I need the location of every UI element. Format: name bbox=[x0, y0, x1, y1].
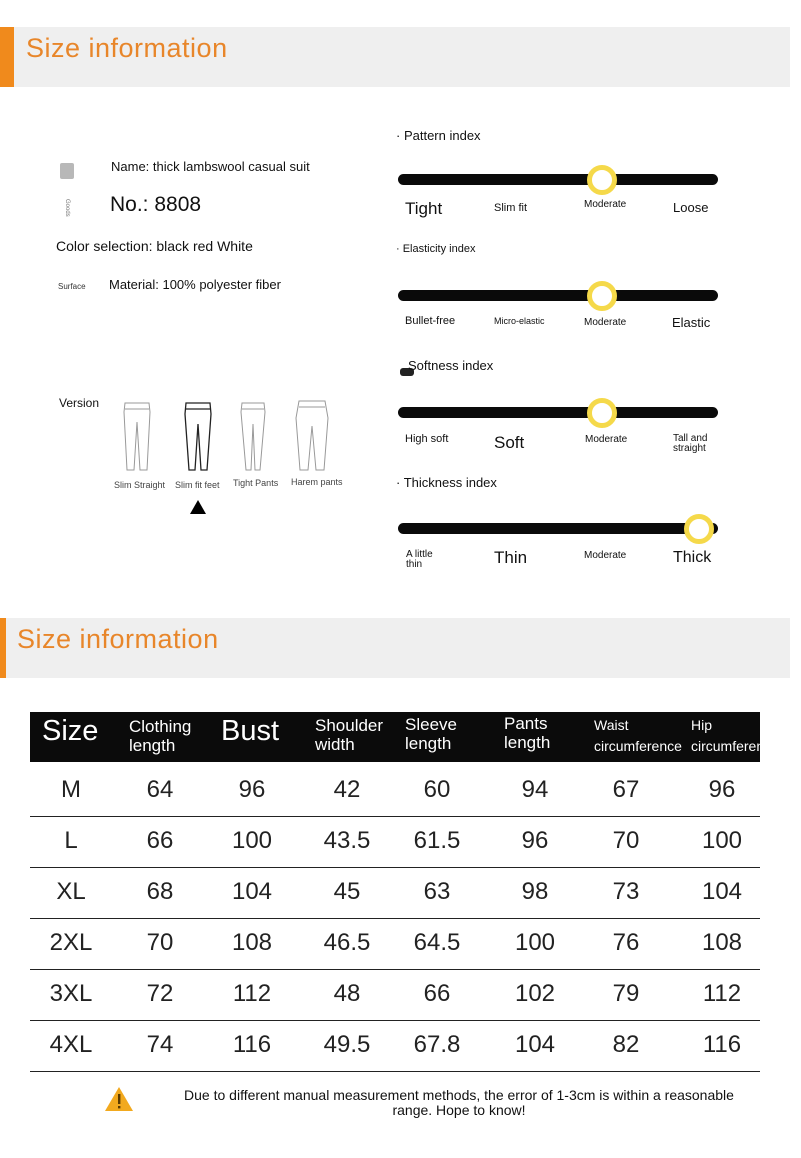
middle-banner bbox=[0, 618, 790, 678]
measurement-cell: 102 bbox=[514, 980, 556, 1007]
measurement-cell: 46.5 bbox=[323, 929, 371, 956]
measurement-cell: 104 bbox=[514, 1031, 556, 1058]
elasticity-option-1: Bullet-free bbox=[405, 315, 456, 327]
elasticity-option-3: Moderate bbox=[584, 317, 627, 328]
measurement-cell: 108 bbox=[701, 929, 743, 956]
version-option-3: Tight Pants bbox=[233, 478, 279, 488]
banner-title: Size information bbox=[17, 624, 219, 654]
version-option-2: Slim fit feet bbox=[175, 480, 220, 490]
measurement-cell: 96 bbox=[708, 776, 736, 803]
elasticity-index-title: · Elasticity index bbox=[396, 243, 476, 255]
version-option-1: Slim Straight bbox=[114, 480, 166, 490]
product-material: Material: 100% polyester fiber bbox=[109, 277, 281, 292]
measurement-cell: 100 bbox=[231, 827, 273, 854]
size-cell: M bbox=[61, 776, 81, 803]
banner-accent bbox=[0, 618, 6, 678]
version-option-4: Harem pants bbox=[291, 477, 343, 487]
header-bust: Bust bbox=[221, 715, 280, 747]
product-thumb-icon bbox=[60, 163, 74, 179]
thickness-option-3: Moderate bbox=[584, 550, 627, 561]
thickness-option-1: A little thin bbox=[406, 549, 433, 570]
softness-option-4: Tall and straight bbox=[673, 433, 708, 454]
measurement-cell: 116 bbox=[232, 1031, 272, 1058]
measurement-cell: 104 bbox=[701, 878, 743, 905]
table-row bbox=[30, 868, 760, 919]
measurement-cell: 96 bbox=[238, 776, 266, 803]
table-row bbox=[30, 919, 760, 970]
pattern-option-1: Tight bbox=[405, 199, 443, 218]
softness-option-1: High soft bbox=[405, 433, 449, 445]
header-hip-circumference: Hip circumference bbox=[691, 717, 779, 754]
size-cell: 2XL bbox=[49, 929, 93, 956]
size-cell: XL bbox=[56, 878, 86, 905]
measurement-cell: 74 bbox=[146, 1031, 174, 1058]
note-line-2: range. Hope to know! bbox=[392, 1102, 526, 1118]
pants-slim-straight-icon bbox=[122, 402, 152, 472]
thickness-index-track bbox=[398, 523, 718, 534]
pattern-option-3: Moderate bbox=[584, 199, 627, 210]
size-cell: 3XL bbox=[49, 980, 93, 1007]
header-pants-length: Pants length bbox=[504, 714, 551, 752]
pants-slim-fit-feet-icon bbox=[183, 402, 213, 472]
header-sleeve-length: Sleeve length bbox=[405, 715, 457, 753]
surface-tag: Surface bbox=[58, 282, 86, 291]
thickness-index-title: · Thickness index bbox=[396, 475, 497, 490]
measurement-cell: 70 bbox=[612, 827, 640, 854]
pants-harem-icon bbox=[295, 400, 329, 472]
elasticity-index-knob bbox=[587, 281, 617, 311]
measurement-cell: 42 bbox=[333, 776, 361, 803]
softness-index-title: Softness index bbox=[408, 358, 494, 373]
softness-option-3: Moderate bbox=[585, 434, 628, 445]
note-line-1: Due to different manual measurement methods, the error of 1-3cm is within a reasonable bbox=[184, 1087, 734, 1103]
banner-accent bbox=[0, 27, 14, 87]
measurement-cell: 45 bbox=[333, 878, 361, 905]
size-cell: L bbox=[64, 827, 78, 854]
elasticity-option-2: Micro-elastic bbox=[494, 316, 545, 326]
measurement-cell: 94 bbox=[521, 776, 549, 803]
banner-title: Size information bbox=[26, 33, 228, 63]
measurement-cell: 96 bbox=[521, 827, 549, 854]
measurement-cell: 68 bbox=[146, 878, 174, 905]
thickness-option-4: Thick bbox=[673, 549, 712, 566]
measurement-cell: 66 bbox=[423, 980, 451, 1007]
measurement-cell: 112 bbox=[702, 980, 742, 1007]
measurement-cell: 104 bbox=[231, 878, 273, 905]
measurement-note bbox=[136, 1088, 782, 1118]
measurement-cell: 72 bbox=[146, 980, 174, 1007]
measurement-cell: 66 bbox=[146, 827, 174, 854]
softness-index-knob bbox=[587, 398, 617, 428]
measurement-cell: 67 bbox=[612, 776, 640, 803]
measurement-cell: 100 bbox=[514, 929, 556, 956]
pants-tight-icon bbox=[239, 402, 267, 472]
header-size: Size bbox=[42, 715, 99, 747]
measurement-cell: 61.5 bbox=[413, 827, 461, 854]
version-label: Version bbox=[59, 396, 100, 410]
top-banner bbox=[0, 27, 790, 87]
table-row bbox=[30, 1021, 760, 1072]
measurement-cell: 63 bbox=[423, 878, 451, 905]
softness-index-track bbox=[398, 407, 718, 418]
table-row bbox=[30, 970, 760, 1021]
measurement-cell: 60 bbox=[423, 776, 451, 803]
table-row bbox=[30, 766, 760, 817]
size-table-header bbox=[30, 712, 779, 762]
pattern-option-2: Slim fit bbox=[494, 202, 527, 214]
measurement-cell: 64.5 bbox=[413, 929, 461, 956]
softness-option-2: Soft bbox=[494, 433, 525, 452]
measurement-cell: 49.5 bbox=[323, 1031, 371, 1058]
measurement-cell: 100 bbox=[701, 827, 743, 854]
pattern-option-4: Loose bbox=[673, 200, 709, 215]
pattern-index-knob bbox=[587, 165, 617, 195]
measurement-cell: 48 bbox=[333, 980, 361, 1007]
measurement-cell: 108 bbox=[231, 929, 273, 956]
product-number: No.: 8808 bbox=[110, 193, 202, 216]
thickness-option-2: Thin bbox=[494, 548, 528, 567]
header-waist-circumference: Waist circumference bbox=[594, 717, 682, 754]
pattern-index-track bbox=[398, 174, 718, 185]
measurement-cell: 112 bbox=[232, 980, 272, 1007]
thickness-index-knob bbox=[684, 514, 714, 544]
table-row bbox=[30, 817, 760, 868]
elasticity-index-track bbox=[398, 290, 718, 301]
measurement-cell: 98 bbox=[521, 878, 549, 905]
header-shoulder-width: Shoulder width bbox=[315, 716, 384, 754]
selected-version-marker bbox=[190, 500, 206, 514]
measurement-cell: 64 bbox=[146, 776, 174, 803]
pattern-index-title: · Pattern index bbox=[396, 128, 481, 143]
header-clothing-length: Clothing length bbox=[129, 717, 192, 755]
product-color: Color selection: black red White bbox=[56, 238, 253, 254]
measurement-cell: 73 bbox=[612, 878, 640, 905]
measurement-cell: 43.5 bbox=[323, 827, 371, 854]
measurement-cell: 67.8 bbox=[413, 1031, 461, 1058]
elasticity-option-4: Elastic bbox=[672, 315, 711, 330]
warning-icon bbox=[104, 1086, 134, 1112]
product-name: Name: thick lambswool casual suit bbox=[111, 159, 310, 174]
measurement-cell: 82 bbox=[612, 1031, 640, 1058]
measurement-cell: 70 bbox=[146, 929, 174, 956]
measurement-cell: 116 bbox=[702, 1031, 742, 1058]
measurement-cell: 79 bbox=[612, 980, 640, 1007]
size-cell: 4XL bbox=[49, 1031, 93, 1058]
measurement-cell: 76 bbox=[612, 929, 640, 956]
goods-tag: Goods bbox=[64, 199, 70, 217]
